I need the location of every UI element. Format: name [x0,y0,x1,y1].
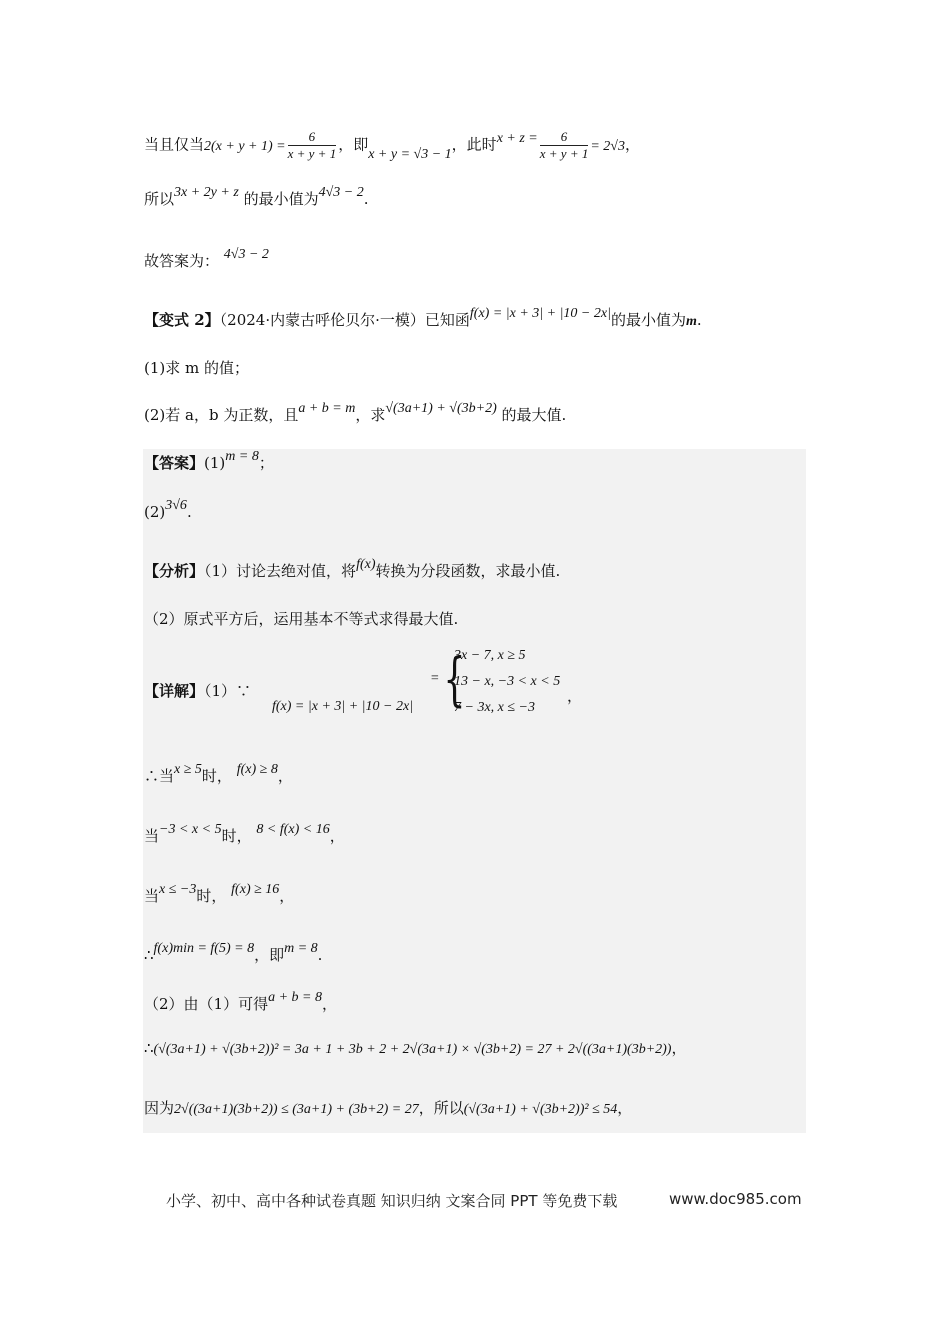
math-expression: 3x + 2y + z [174,185,239,200]
text: ， [617,1099,633,1117]
text: （1）讨论去绝对值，将 [204,562,357,580]
fraction [288,129,337,162]
text: ，所以 [418,1099,464,1117]
analysis-tag: 【分析】 [144,562,205,580]
text: ，求 [355,406,386,424]
text: 因为 [144,1099,175,1117]
text: 故答案为： [144,252,220,270]
text: (2) [144,503,166,521]
detail-line [144,680,251,702]
math-expression: 2(x + y + 1) = [204,138,286,154]
math-expression: 3√6 [165,498,187,513]
math-expression: x + y = √3 − 1 [368,146,452,162]
question-2 [144,401,567,428]
math-expression: f(x) = |x + 3| + |10 − 2x| [272,699,414,714]
math-expression: (√(3a+1) + √(3b+2))² ≤ 54 [463,1102,618,1117]
text: ， [624,135,640,154]
text: ，此时 [451,135,497,154]
part2-intro [144,990,338,1017]
problem-statement [144,306,702,333]
text: ， [329,827,345,845]
piecewise-system [454,643,560,721]
math-expression: 2√((3a+1)(3b+2)) ≤ (3a+1) + (3b+2) = 27 [174,1102,419,1117]
text: 的最小值为 [243,190,319,208]
answer-tag: 【答案】 [144,454,205,472]
piecewise-row: 3x − 7, x ≥ 5 [454,648,526,663]
text: ，即 [254,946,285,964]
text: 当 [144,887,160,905]
math-expression: m = 8 [225,449,259,464]
detail-comma [567,685,582,707]
analysis-line-2 [144,608,458,630]
math-expression: −3 < x < 5 [159,822,222,837]
math-expression: 8 < f(x) < 16 [256,822,330,837]
case-2 [144,822,345,849]
piecewise-row: 13 − x, −3 < x < 5 [454,674,561,689]
math-expression: √(3a+1) + √(3b+2) [385,401,497,416]
text: . [317,946,323,964]
text: ， [277,767,293,785]
text: ∴ [144,946,154,964]
text: 时， [196,887,227,905]
text: ， [671,1039,687,1057]
text: ， [322,995,338,1013]
text: （2）原式平方后，运用基本不等式求得最大值. [144,610,459,628]
detail-tag: 【详解】 [144,682,205,700]
problem-tag: 【变式 2】 [144,311,220,329]
answer-summary-line [144,247,269,274]
text: . [363,190,369,208]
text: 时， [221,827,252,845]
math-expression: f(x) ≥ 16 [231,882,280,897]
text: . [186,503,192,521]
text: 时， [201,767,232,785]
fraction-numerator: 6 [288,129,337,146]
footer-text: 小学、初中、高中各种试卷真题 知识归纳 文案合同 PPT 等免费下载 [166,1192,618,1210]
piecewise-row: 7 − 3x, x ≤ −3 [454,700,536,715]
math-expression: 4√3 − 2 [318,185,364,200]
text: ， [567,687,583,705]
case-conclusion [144,941,323,968]
fraction-numerator: 6 [540,129,589,146]
text: (2)若 a，b 为正数，且 [144,406,299,424]
math-expression: 4√3 − 2 [223,247,269,262]
page-footer [166,1190,802,1211]
math-expression: = [430,671,440,686]
detail-equals [430,666,439,690]
text: 的最小值为 [610,311,686,329]
variable-m: m [685,314,697,329]
text: 当 [144,827,160,845]
square-expansion [144,1037,686,1061]
problem-source: （2024·内蒙古呼伦贝尔·一模）已知函 [219,311,470,329]
math-expression: m = 8 [284,941,318,956]
answer-line-1 [144,449,274,476]
math-expression: x + z = [496,130,538,146]
math-expression: (√(3a+1) + √(3b+2))² = 3a + 1 + 3b + 2 + 2√(3a+1) × √(3b+2) = 27 + 2√((3a+1)(3b+2)) [153,1042,672,1057]
case-3 [144,882,295,909]
text: 的最大值. [501,406,567,424]
math-expression: f(x)min = f(5) = 8 [153,941,255,956]
text: 转换为分段函数，求最小值. [375,562,561,580]
text: （2）由（1）可得 [144,995,269,1013]
fraction-denominator: x + y + 1 [287,146,337,161]
text: ，即 [338,135,369,154]
case-1 [144,762,293,789]
text: ∴ [144,1039,154,1057]
fraction [540,129,589,162]
question-1 [144,357,249,379]
footer-url: www.doc985.com [669,1190,802,1208]
text: (1) [204,454,226,472]
text: ∴当 [144,767,175,785]
text: ； [258,454,274,472]
math-expression: a + b = m [298,401,356,416]
math-expression: x ≥ 5 [174,762,202,777]
text: (1)求 m 的值； [144,359,250,377]
math-expression: = 2√3 [590,138,625,154]
text: ， [279,887,295,905]
answer-panel [143,449,806,1133]
math-expression: a + b = 8 [268,990,322,1005]
inequality-line [144,1097,632,1121]
math-expression: f(x) [356,557,376,572]
min-value-line [144,185,369,212]
text: （1）∵ [204,682,252,700]
text: 所以 [144,190,175,208]
math-expression: x ≤ −3 [159,882,197,897]
text: . [696,311,702,329]
math-expression: f(x) ≥ 8 [236,762,278,777]
condition-line [144,129,640,162]
detail-function [272,694,413,718]
answer-line-2 [144,498,192,525]
text: 当且仅当 [144,135,205,154]
fraction-denominator: x + y + 1 [539,146,589,161]
piecewise-brace: { [443,645,466,713]
math-expression: f(x) = |x + 3| + |10 − 2x| [469,306,611,321]
analysis-line-1 [144,557,561,584]
